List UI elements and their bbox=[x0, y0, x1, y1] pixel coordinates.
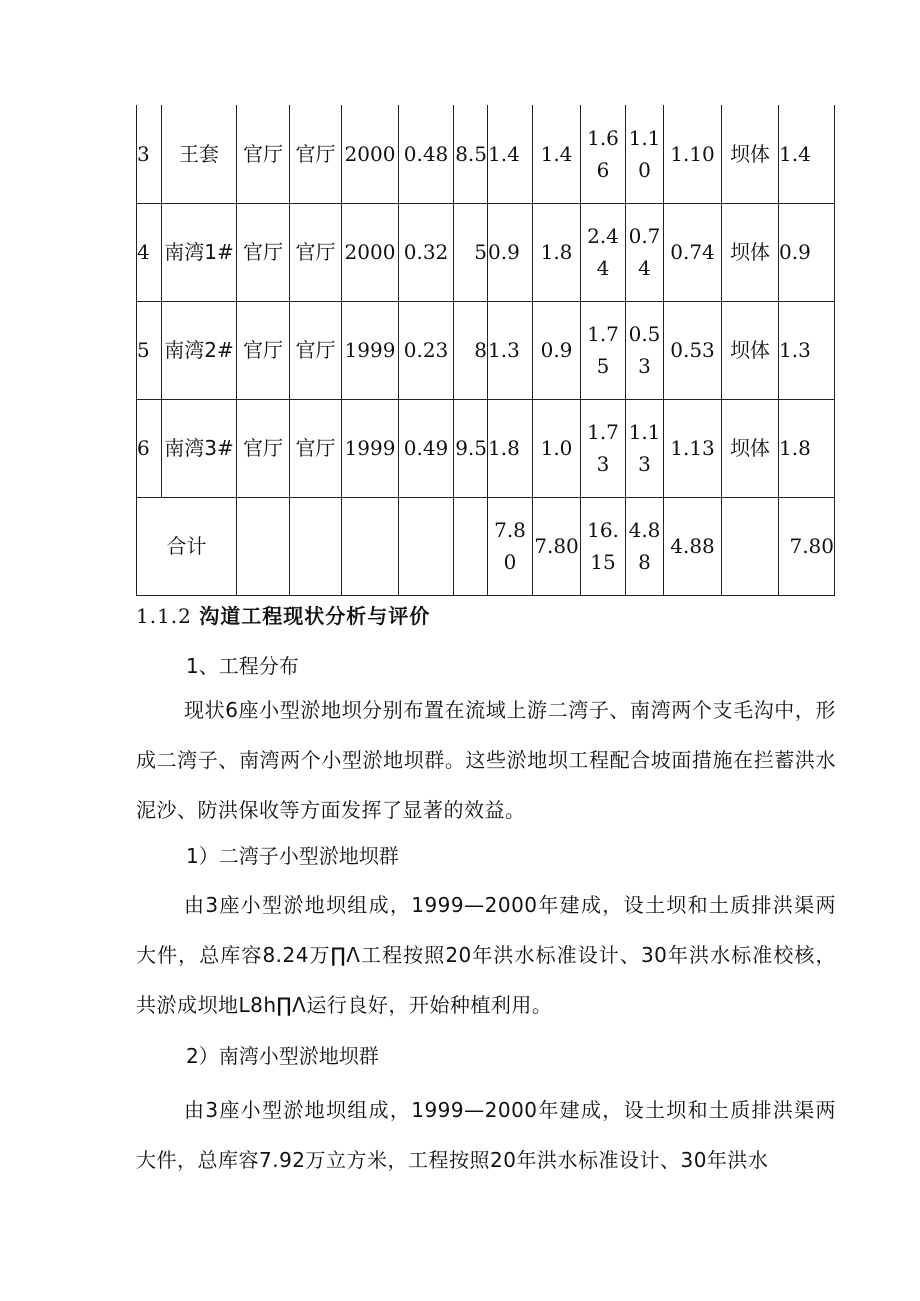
cell-part: 坝体 bbox=[722, 399, 779, 497]
cell-value: 1.3 bbox=[488, 301, 533, 399]
section-title: 沟道工程现状分析与评价 bbox=[199, 604, 431, 628]
total-value: 4.88 bbox=[664, 497, 722, 595]
cell-value: 0.9 bbox=[779, 203, 835, 301]
cell-value: 1.13 bbox=[664, 399, 722, 497]
cell-name: 王套 bbox=[162, 105, 237, 203]
cell-no: 5 bbox=[137, 301, 162, 399]
cell-value: 8.5 bbox=[454, 105, 488, 203]
paragraph: 现状6座小型淤地坝分别布置在流域上游二湾子、南湾两个支毛沟中，形成二湾子、南湾两个小型淤地坝群。这些淤地坝工程配合坡面措施在拦蓄洪水泥沙、防洪保收等方面发挥了显著的效益。 bbox=[136, 698, 836, 822]
cell-village: 官厅 bbox=[237, 301, 290, 399]
cell-town: 官厅 bbox=[290, 399, 342, 497]
cell-value: 1.10 bbox=[664, 105, 722, 203]
total-value: 7.80 bbox=[488, 497, 533, 595]
empty-cell bbox=[290, 497, 342, 595]
cell-value: 1.8 bbox=[488, 399, 533, 497]
paragraph: 由3座小型淤地坝组成，1999—2000年建成，设土坝和土质排洪渠两大件，总库容8.24万∏Λ工程按照20年洪水标准设计、30年洪水标准校核，共淤成坝地L8h∏Λ运行良好，开始种植利用。 bbox=[136, 893, 836, 1017]
total-value: 7.80 bbox=[533, 497, 581, 595]
cell-no: 4 bbox=[137, 203, 162, 301]
subheading-nanwan: 2）南湾小型淤地坝群 bbox=[186, 1044, 379, 1068]
cell-name: 南湾1# bbox=[162, 203, 237, 301]
cell-value: 5 bbox=[454, 203, 488, 301]
cell-name: 南湾2# bbox=[162, 301, 237, 399]
cell-year: 1999 bbox=[342, 301, 399, 399]
cell-town: 官厅 bbox=[290, 301, 342, 399]
table-row bbox=[137, 399, 835, 497]
cell-value: 2.44 bbox=[581, 203, 626, 301]
cell-value: 1.10 bbox=[626, 105, 664, 203]
cell-value: 0.9 bbox=[488, 203, 533, 301]
table-row bbox=[137, 105, 835, 203]
cell-value: 1.4 bbox=[533, 105, 581, 203]
cell-value: 1.66 bbox=[581, 105, 626, 203]
cell-part: 坝体 bbox=[722, 301, 779, 399]
section-heading bbox=[136, 600, 430, 629]
cell-value: 0.74 bbox=[664, 203, 722, 301]
cell-value: 0.48 bbox=[399, 105, 454, 203]
cell-village: 官厅 bbox=[237, 399, 290, 497]
cell-no: 3 bbox=[137, 105, 162, 203]
cell-value: 8 bbox=[454, 301, 488, 399]
total-value: 7.80 bbox=[779, 497, 835, 595]
cell-village: 官厅 bbox=[237, 203, 290, 301]
cell-value: 0.9 bbox=[533, 301, 581, 399]
cell-value: 0.74 bbox=[626, 203, 664, 301]
cell-part: 坝体 bbox=[722, 203, 779, 301]
cell-year: 1999 bbox=[342, 399, 399, 497]
subheading-erwanzi: 1）二湾子小型淤地坝群 bbox=[186, 844, 399, 868]
table-row bbox=[137, 301, 835, 399]
cell-no: 6 bbox=[137, 399, 162, 497]
cell-value: 0.53 bbox=[664, 301, 722, 399]
empty-cell bbox=[722, 497, 779, 595]
cell-value: 1.73 bbox=[581, 399, 626, 497]
empty-cell bbox=[399, 497, 454, 595]
table-total-row bbox=[137, 497, 835, 595]
cell-year: 2000 bbox=[342, 203, 399, 301]
cell-value: 0.23 bbox=[399, 301, 454, 399]
cell-name: 南湾3# bbox=[162, 399, 237, 497]
cell-value: 1.8 bbox=[779, 399, 835, 497]
cell-value: 1.3 bbox=[779, 301, 835, 399]
cell-part: 坝体 bbox=[722, 105, 779, 203]
section-number: 1.1.2 bbox=[136, 604, 192, 628]
cell-value: 1.8 bbox=[533, 203, 581, 301]
cell-value: 1.0 bbox=[533, 399, 581, 497]
cell-value: 1.4 bbox=[779, 105, 835, 203]
total-value: 16.15 bbox=[581, 497, 626, 595]
cell-value: 1.4 bbox=[488, 105, 533, 203]
total-value: 4.88 bbox=[626, 497, 664, 595]
cell-year: 2000 bbox=[342, 105, 399, 203]
cell-value: 1.75 bbox=[581, 301, 626, 399]
cell-value: 0.49 bbox=[399, 399, 454, 497]
cell-value: 9.5 bbox=[454, 399, 488, 497]
cell-value: 1.13 bbox=[626, 399, 664, 497]
empty-cell bbox=[454, 497, 488, 595]
cell-value: 0.53 bbox=[626, 301, 664, 399]
empty-cell bbox=[237, 497, 290, 595]
cell-village: 官厅 bbox=[237, 105, 290, 203]
cell-town: 官厅 bbox=[290, 105, 342, 203]
subheading-distribution: 1、工程分布 bbox=[186, 654, 299, 678]
dam-table bbox=[136, 105, 835, 596]
cell-value: 0.32 bbox=[399, 203, 454, 301]
cell-town: 官厅 bbox=[290, 203, 342, 301]
paragraph: 由3座小型淤地坝组成，1999—2000年建成，设土坝和土质排洪渠两大件，总库容7.92万立方米，工程按照20年洪水标准设计、30年洪水 bbox=[136, 1098, 836, 1172]
total-label: 合计 bbox=[137, 497, 237, 595]
table-row bbox=[137, 203, 835, 301]
empty-cell bbox=[342, 497, 399, 595]
